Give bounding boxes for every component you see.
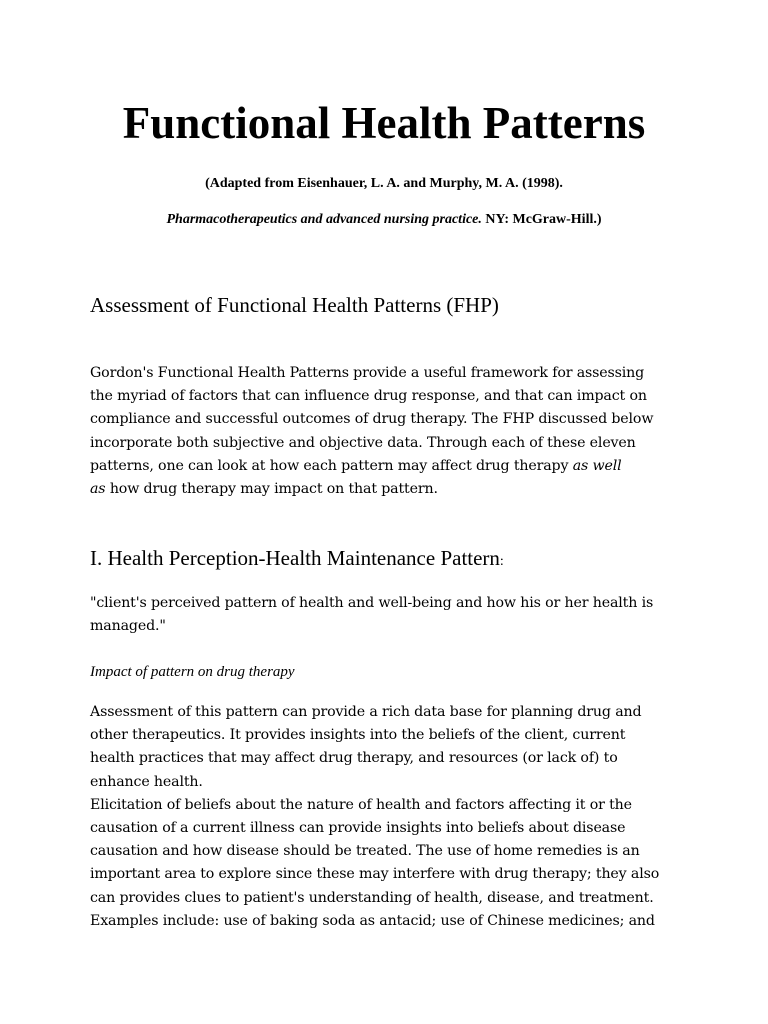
text-segment: patterns, one can look at how each pattern may affect drug therapy <box>90 457 573 474</box>
text-line: causation and how disease should be treated. The use of home remedies is an <box>90 843 640 860</box>
text-line: important area to explore since these may interfere with drug therapy; they also <box>90 866 660 883</box>
impact-subheading: Impact of pattern on drug therapy <box>90 664 295 680</box>
text-line: enhance health. <box>90 773 203 790</box>
pattern-definition-quote <box>90 592 690 638</box>
citation-authors: (Adapted from Eisenhauer, L. A. and Murphy, M. A. (1998). <box>205 176 563 191</box>
text-line: compliance and successful outcomes of drug therapy. The FHP discussed below <box>90 411 654 428</box>
text-line: Assessment of this pattern can provide a rich data base for planning drug and <box>90 704 642 720</box>
intro-paragraph <box>90 362 690 501</box>
text-segment: how drug therapy may impact on that pattern. <box>105 481 438 498</box>
text-line: Examples include: use of baking soda as antacid; use of Chinese medicines; and <box>90 912 655 929</box>
text-line: "client's perceived pattern of health and well-being and how his or her health is <box>90 595 654 611</box>
emphasis-text: as well <box>572 457 622 474</box>
text-line: managed." <box>90 618 166 635</box>
text-line: the myriad of factors that can influence drug response, and that can impact on <box>90 388 647 405</box>
heading-fhp-assessment: Assessment of Functional Health Patterns (FHP) <box>90 293 499 317</box>
text-line: other therapeutics. It provides insights into the beliefs of the client, current <box>90 727 626 744</box>
text-line: Elicitation of beliefs about the nature of health and factors affecting it or the <box>90 796 632 813</box>
heading-section-1 <box>90 545 504 575</box>
text-line <box>90 478 690 501</box>
text-line: can provides clues to patient's understanding of health, disease, and treatment. <box>90 889 654 906</box>
page-title: Functional Health Patterns <box>122 98 646 148</box>
text-line: causation of a current illness can provide insights into beliefs about disease <box>90 820 626 837</box>
citation-journal: Pharmacotherapeutics and advanced nursing practice. <box>166 212 482 227</box>
text-line: incorporate both subjective and objective data. Through each of these eleven <box>90 434 636 451</box>
text-line <box>90 455 690 478</box>
section-heading-colon: : <box>499 554 504 569</box>
text-line: health practices that may affect drug therapy, and resources (or lack of) to <box>90 750 618 767</box>
emphasis-text: as <box>90 481 106 498</box>
section-heading-text: I. Health Perception-Health Maintenance Pattern <box>90 546 500 570</box>
text-line: Gordon's Functional Health Patterns provide a useful framework for assessing <box>90 365 645 381</box>
citation-source <box>0 211 768 229</box>
assessment-paragraph <box>90 701 690 933</box>
citation-publisher: NY: McGraw-Hill.) <box>481 212 602 227</box>
